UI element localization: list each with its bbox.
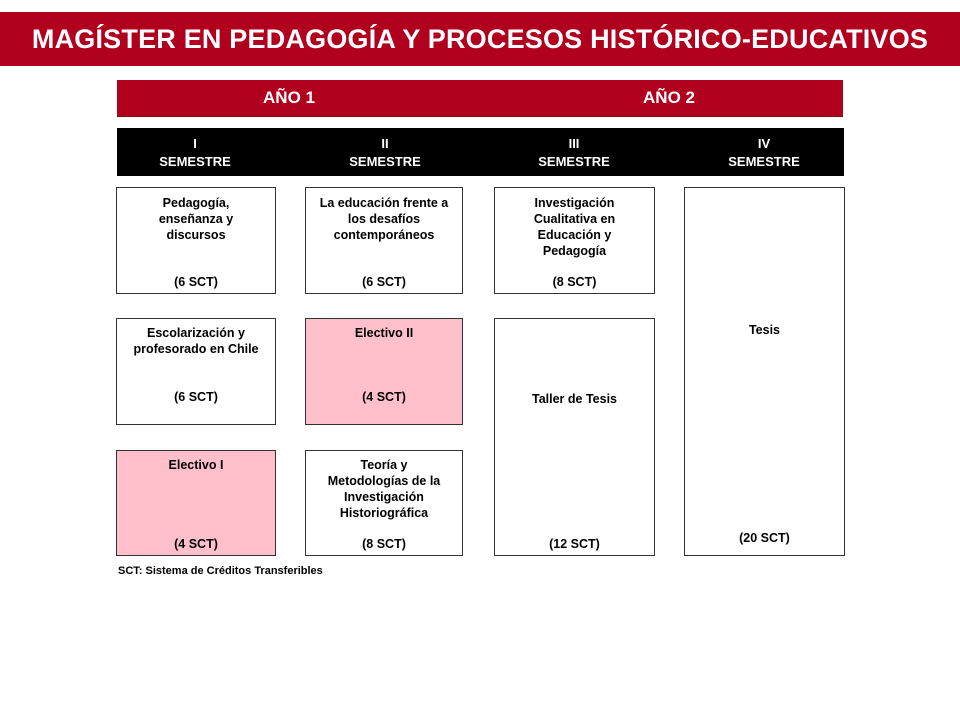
course-credits: (12 SCT) [549, 537, 600, 551]
course-name: Investigación Cualitativa en Educación y Pedagogía [533, 196, 616, 258]
semester-2-label: SEMESTRE [349, 154, 421, 169]
semester-3-number: III [568, 136, 580, 151]
course-credits: (8 SCT) [362, 537, 406, 551]
course-credits: (20 SCT) [739, 531, 790, 545]
course-credits: (4 SCT) [362, 390, 406, 404]
course-box-pedagogia [116, 187, 276, 294]
course-name: Teoría y Metodologías de la Investigación Historiográfica [327, 458, 441, 520]
course-box-educacion-desafios [305, 187, 463, 294]
course-name: La educación frente a los desafíos contemporáneos [319, 196, 449, 242]
semester-1-header [115, 135, 275, 171]
course-box-escolarizacion [116, 318, 276, 425]
course-credits: (4 SCT) [174, 537, 218, 551]
semester-header-bar [117, 128, 844, 176]
course-box-tesis [684, 187, 845, 556]
semester-3-label: SEMESTRE [538, 154, 610, 169]
course-box-taller-tesis [494, 318, 655, 556]
year-1-label: AÑO 1 [263, 88, 315, 107]
course-credits: (8 SCT) [552, 275, 597, 289]
semester-4-header [684, 135, 844, 171]
semester-1-label: SEMESTRE [159, 154, 231, 169]
course-credits: (6 SCT) [174, 275, 218, 289]
course-credits: (6 SCT) [174, 390, 218, 404]
semester-4-label: SEMESTRE [728, 154, 800, 169]
year-2-label: AÑO 2 [643, 88, 695, 107]
course-box-investigacion-cualitativa [494, 187, 655, 294]
semester-4-number: IV [757, 136, 771, 151]
semester-3-header [494, 135, 654, 171]
course-box-teoria-metodologias [305, 450, 463, 556]
course-name: Electivo II [354, 326, 414, 340]
semester-2-number: II [381, 136, 389, 151]
course-name: Tesis [748, 323, 781, 337]
semester-2-header [305, 135, 465, 171]
course-name: Electivo I [168, 458, 224, 472]
semester-1-number: I [193, 136, 197, 151]
course-name: Taller de Tesis [532, 392, 617, 406]
course-box-electivo-2 [305, 318, 463, 425]
course-name: Escolarización y profesorado en Chile [133, 326, 259, 356]
course-name: Pedagogía, enseñanza y discursos [158, 196, 234, 242]
program-title: MAGÍSTER EN PEDAGOGÍA Y PROCESOS HISTÓRICO-EDUCATIVOS [0, 12, 960, 66]
course-box-electivo-1 [116, 450, 276, 556]
footnote-sct: SCT: Sistema de Créditos Transferibles [118, 565, 323, 577]
course-credits: (6 SCT) [362, 275, 406, 289]
year-header-bar [117, 80, 843, 116]
